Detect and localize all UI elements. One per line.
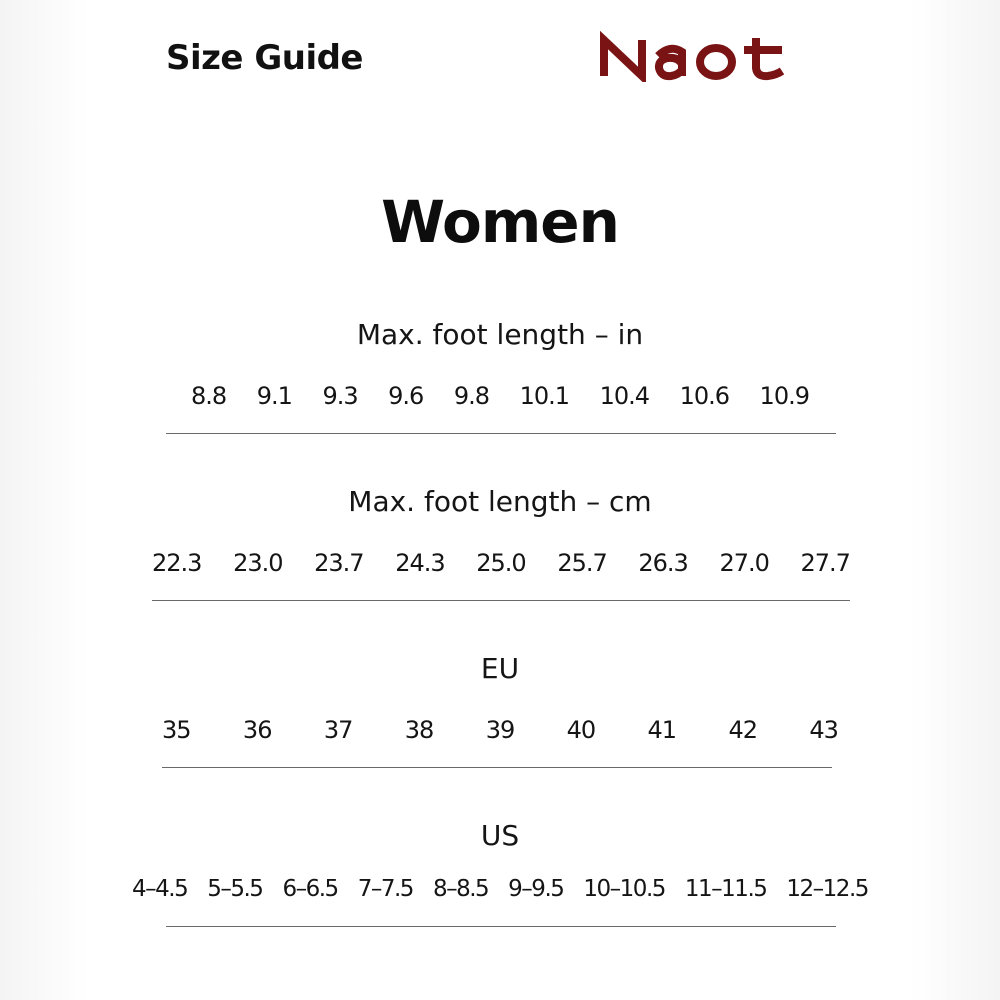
- row-label-length-cm: Max. foot length – cm: [348, 485, 652, 518]
- divider: [166, 926, 836, 927]
- values-us: [132, 876, 868, 902]
- value-cell: 25.7: [557, 549, 607, 577]
- divider: [162, 767, 832, 768]
- value-cell: 9.3: [322, 382, 358, 410]
- row-label-length-in: Max. foot length – in: [356, 318, 644, 351]
- row-label-us: US: [480, 819, 520, 852]
- value-cell: 4–4.5: [132, 876, 188, 902]
- divider: [152, 600, 850, 601]
- value-cell: 8–8.5: [432, 876, 489, 902]
- value-cell: 25.0: [476, 549, 526, 577]
- value-cell: 6–6.5: [282, 876, 338, 902]
- value-cell: 40: [566, 716, 596, 744]
- section-heading-women: Women: [381, 188, 619, 256]
- value-cell: 10–10.5: [583, 876, 665, 902]
- value-cell: 38: [404, 716, 434, 744]
- value-cell: 36: [242, 716, 272, 744]
- naot-logo: [598, 30, 798, 82]
- value-cell: 23.0: [233, 549, 283, 577]
- value-cell: 5–5.5: [207, 876, 263, 902]
- value-cell: 35: [162, 716, 191, 744]
- values-eu: [162, 716, 838, 744]
- value-cell: 12–12.5: [786, 876, 868, 902]
- value-cell: 8.8: [191, 382, 227, 410]
- value-cell: 9–9.5: [508, 876, 564, 902]
- value-cell: 9.1: [256, 382, 292, 410]
- value-cell: 10.1: [519, 382, 570, 410]
- value-cell: 39: [485, 716, 515, 744]
- value-cell: 27.0: [719, 549, 769, 577]
- value-cell: 9.8: [453, 382, 490, 410]
- row-label-eu: EU: [480, 652, 520, 685]
- value-cell: 27.7: [800, 549, 850, 577]
- value-cell: 10.9: [759, 382, 809, 410]
- value-cell: 10.4: [599, 382, 650, 410]
- values-length-in: [191, 382, 809, 410]
- value-cell: 7–7.5: [357, 876, 413, 902]
- value-cell: 9.6: [388, 382, 424, 410]
- values-length-cm: [152, 549, 850, 577]
- value-cell: 41: [647, 716, 677, 744]
- value-cell: 37: [323, 716, 353, 744]
- value-cell: 24.3: [395, 549, 445, 577]
- value-cell: 26.3: [638, 549, 688, 577]
- value-cell: 42: [728, 716, 757, 744]
- divider: [166, 433, 836, 434]
- value-cell: 43: [809, 716, 838, 744]
- size-guide-title: Size Guide: [166, 38, 363, 78]
- value-cell: 22.3: [152, 549, 202, 577]
- value-cell: 23.7: [314, 549, 364, 577]
- value-cell: 11–11.5: [684, 876, 767, 902]
- value-cell: 10.6: [679, 382, 729, 410]
